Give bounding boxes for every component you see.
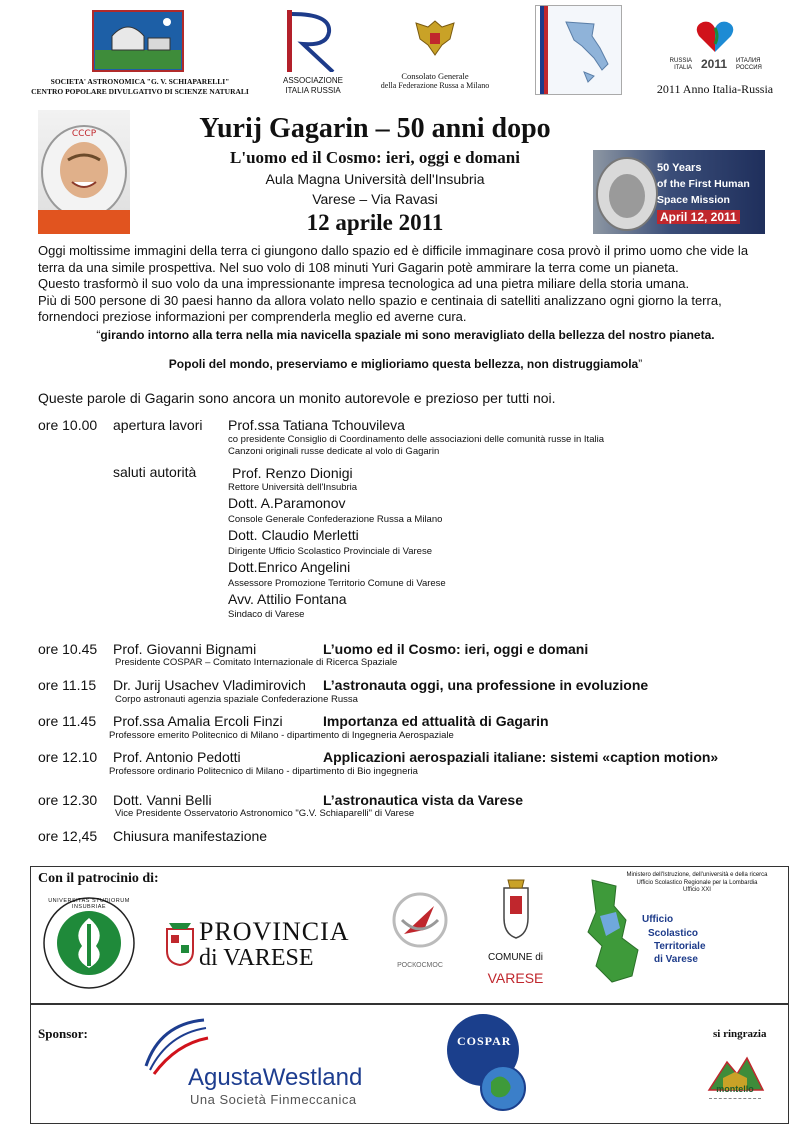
greeting-role: Assessore Promozione Territorio Comune di Varese	[228, 578, 446, 589]
coordination-council-logo	[535, 5, 622, 95]
closing-time: ore 12,45	[38, 828, 98, 844]
astronaut-icon	[38, 110, 130, 234]
talk-time: ore 12.10	[38, 749, 98, 765]
closing-label: Chiusura manifestazione	[113, 828, 268, 844]
intro-p1: Oggi moltissime immagini della terra ci giungono dallo spazio ed è difficile immaginare cosa provò il primo uomo che vide la terra da una simile prospettiva. Nel suo volo di 108 minuti Yuri Gagarin potè ammirare la terra come un pianeta.	[38, 243, 749, 275]
heart-icon	[695, 20, 735, 54]
main-title: Yurij Gagarin – 50 anni dopo	[199, 113, 551, 144]
consolato-logo	[370, 15, 500, 95]
insubria-ring-text: UNIVERSITAS STUDIORUM INSUBRIAE	[48, 898, 130, 910]
quote-line1	[38, 328, 773, 342]
banner-line1: 50 Years	[657, 162, 702, 174]
event-date: 12 aprile 2011	[306, 210, 444, 235]
schiaparelli-logo	[20, 10, 260, 100]
roscosmos-text: РОСКОСМОС	[397, 962, 443, 969]
banner-line2: of the First Human	[657, 178, 750, 190]
subtitle: L'uomo ed il Cosmo: ieri, oggi e domani	[230, 148, 520, 167]
talk-role: Corpo astronauti agenzia spaziale Confederazione Russa	[115, 694, 358, 705]
intro-p3: Più di 500 persone di 30 paesi hanno da allora volato nello spazio e centinaia di satelliti analizzano ogni giorno la terra, fornendoci preziose informazioni per comprenderla meglio ed averne cura.	[38, 292, 722, 324]
greetings-label: saluti autorità	[113, 464, 197, 480]
greeting-role: Dirigente Ufficio Scolastico Provinciale di Varese	[228, 546, 432, 557]
talk-time: ore 11.15	[38, 677, 97, 693]
talk-speaker: Dott. Vanni Belli	[113, 792, 212, 808]
roscosmos-logo	[385, 890, 455, 976]
svg-text:CCCP: CCCP	[71, 129, 97, 139]
anno-caption: 2011 Anno Italia-Russia	[656, 82, 774, 96]
associazione-italia-russia-logo	[278, 10, 348, 100]
roscosmos-icon	[390, 890, 450, 950]
cospar-globe-icon	[445, 1012, 527, 1112]
greeting-role: Console Generale Confederazione Russa a Milano	[228, 514, 443, 525]
ufficio-line1: Ufficio	[642, 914, 674, 925]
greeting-name: Dott. A.Paramonov	[228, 495, 346, 511]
talk-title: Applicazioni aerospaziali italiane: sistemi «caption motion»	[323, 749, 719, 765]
opening-role1: co presidente Consiglio di Coordinamento delle associazioni delle comunità russe in Italia	[228, 434, 604, 445]
patronage-heading: Con il patrocinio di:	[38, 871, 159, 886]
talk-role: Professore ordinario Politecnico di Milano - dipartimento di Bio ingegneria	[109, 766, 418, 777]
provincia-logo	[165, 915, 355, 975]
italy-map-icon	[554, 18, 614, 84]
agusta-name: AgustaWestland	[188, 1064, 363, 1091]
talk-speaker: Prof. Giovanni Bignami	[113, 641, 257, 657]
greeting-name: Prof. Renzo Dionigi	[232, 465, 353, 481]
talk-speaker: Prof. Antonio Pedotti	[113, 749, 241, 765]
opening-time: ore 10.00	[38, 417, 98, 433]
cospar-text: COSPAR	[457, 1034, 512, 1048]
gagarin-portrait	[38, 110, 130, 234]
consolato-line2: della Federazione Russa a Milano	[380, 81, 490, 90]
comune-crest-icon	[498, 878, 534, 940]
opening-speaker: Prof.ssa Tatiana Tchouvileva	[228, 417, 405, 433]
venue-line2: Varese – Via Ravasi	[312, 191, 438, 207]
venue-line1: Aula Magna Università dell'Insubria	[265, 171, 485, 187]
montello-text: montello	[716, 1084, 754, 1094]
observatory-icon	[92, 10, 184, 72]
assoc-line1: ASSOCIAZIONE	[282, 76, 343, 85]
talk-speaker: Prof.ssa Amalia Ercoli Finzi	[113, 713, 283, 729]
ufficio-header: Ministero dell'Istruzione, dell'università e della ricerca Ufficio Scolastico Regionale per la Lombardia Ufficio XXI	[626, 872, 768, 893]
agustawestland-logo	[140, 1014, 390, 1114]
greeting-name: Dott. Claudio Merletti	[228, 527, 359, 543]
talk-title: Importanza ed attualità di Gagarin	[323, 713, 549, 729]
talk-role: Professore emerito Politecnico di Milano - dipartimento di Ingegneria Aerospaziale	[109, 730, 454, 741]
provincia-crest-icon	[165, 923, 195, 967]
intro-text	[38, 243, 773, 326]
talk-time: ore 10.45	[38, 641, 98, 657]
closing-sentence: Queste parole di Gagarin sono ancora un monito autorevole e prezioso per tutti noi.	[38, 390, 556, 406]
provincia-line1: PROVINCIA	[199, 917, 350, 946]
schiaparelli-line1: SOCIETA' ASTRONOMICA "G. V. SCHIAPARELLI"	[50, 77, 230, 86]
cospar-logo	[445, 1012, 527, 1112]
anno-mark-right: ИТАЛИЯ РОССИЯ	[736, 58, 762, 71]
intro-p2: Questo trasformò il suo volo da una impressionante impresa tecnologica ad una pietra miliare della storia umana.	[38, 276, 690, 291]
talk-time: ore 11.45	[38, 713, 97, 729]
greeting-role: Rettore Università dell'Insubria	[228, 482, 358, 493]
talk-title: L’astronauta oggi, una professione in evoluzione	[323, 677, 649, 693]
assoc-line2: ITALIA RUSSIA	[285, 86, 341, 95]
quote-text2: Popoli del mondo, preserviamo e miglioriamo questa bellezza, non distruggiamola	[168, 357, 639, 371]
montello-logo	[705, 1052, 765, 1108]
talk-title: L’astronautica vista da Varese	[323, 792, 523, 808]
russian-eagle-icon	[412, 15, 458, 61]
opening-label: apertura lavori	[113, 417, 203, 433]
assoc-r-icon	[283, 10, 343, 72]
ufficio-line4: di Varese	[654, 954, 698, 965]
ufficio-line2: Scolastico	[648, 928, 699, 939]
talk-role: Presidente COSPAR – Comitato Internazionale di Ricerca Spaziale	[115, 657, 398, 668]
anno-mark-left: RUSSIA ITALIA	[669, 58, 692, 71]
insubria-logo	[42, 896, 136, 990]
anniversary-banner	[593, 150, 765, 234]
banner-line4: April 12, 2011	[657, 210, 740, 224]
ufficio-line3: Territoriale	[654, 941, 706, 952]
anno-italia-russia-logo	[640, 20, 790, 100]
comune-logo	[478, 878, 553, 990]
schiaparelli-line2: CENTRO POPOLARE DIVULGATIVO DI SCIENZE NATURALI	[31, 87, 249, 96]
quote-text1: girando intorno alla terra nella mia navicella spaziale mi sono meravigliato della bellezza del nostro pianeta.	[100, 328, 715, 342]
talk-speaker: Dr. Jurij Usachev Vladimirovich	[113, 677, 306, 693]
talk-title: L’uomo ed il Cosmo: ieri, oggi e domani	[323, 641, 589, 657]
consolato-line1: Consolato Generale	[401, 71, 469, 81]
quote-line2	[38, 357, 773, 371]
quote-open-mark: “	[96, 328, 101, 342]
provincia-line2: di VARESE	[199, 945, 314, 971]
thanks-label: si ringrazia	[713, 1028, 767, 1040]
quote-close-mark: ”	[638, 357, 643, 371]
greeting-role: Sindaco di Varese	[228, 609, 305, 620]
talk-role: Vice Presidente Osservatorio Astronomico "G.V. Schiaparelli" di Varese	[115, 808, 415, 819]
opening-role2: Canzoni originali russe dedicate al volo di Gagarin	[228, 446, 440, 457]
sponsor-heading: Sponsor:	[38, 1026, 88, 1041]
ufficio-scolastico-logo	[582, 872, 782, 988]
comune-line1: COMUNE di	[487, 952, 543, 963]
greeting-name: Avv. Attilio Fontana	[228, 591, 347, 607]
banner-portrait-icon	[593, 150, 663, 234]
comune-line2: VARESE	[487, 970, 544, 986]
banner-line3: Space Mission	[657, 194, 730, 206]
university-seal-icon	[42, 896, 136, 990]
greeting-name: Dott.Enrico Angelini	[228, 559, 351, 575]
talk-time: ore 12.30	[38, 792, 98, 808]
anno-mark-year: 2011	[700, 57, 728, 71]
agusta-tagline: Una Società Finmeccanica	[190, 1092, 357, 1107]
